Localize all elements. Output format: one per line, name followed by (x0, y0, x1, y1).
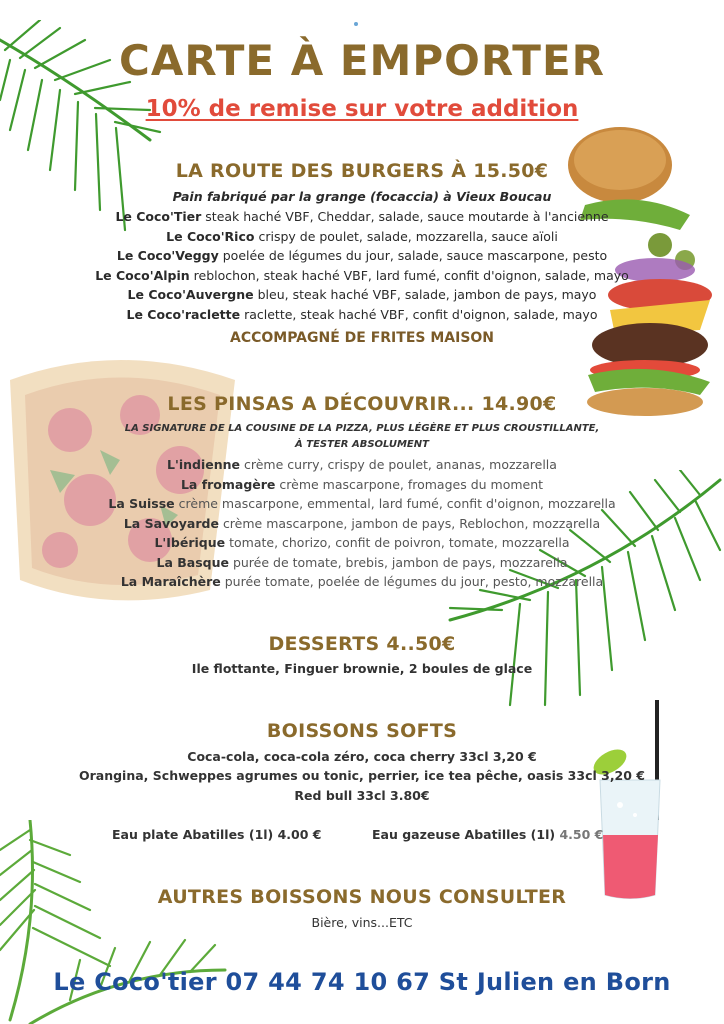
list-item: Le Coco'raclette raclette, steak haché VBF, confit d'oignon, salade, mayo (126, 306, 598, 322)
desserts-line: Ile flottante, Finguer brownie, 2 boules de glace (191, 661, 533, 676)
list-item: La Basque purée de tomate, brebis, jambon de pays, mozzarella (156, 554, 568, 570)
list-item: La Savoyarde crème mascarpone, jambon de pays, Reblochon, mozzarella (123, 515, 601, 531)
others-line: Bière, vins...ETC (311, 915, 413, 930)
page-title: CARTE À EMPORTER (119, 36, 605, 85)
list-item: Le Coco'Rico crispy de poulet, salade, mozzarella, sauce aïoli (166, 228, 558, 244)
list-item: L'indienne crème curry, crispy de poulet, ananas, mozzarella (167, 457, 557, 472)
list-item: La Suisse crème mascarpone, emmental, lard fumé, confit d'oignon, mozzarella (108, 496, 616, 511)
burgers-side: ACCOMPAGNÉ DE FRITES MAISON (229, 330, 495, 346)
burgers-heading: LA ROUTE DES BURGERS À 15.50€ (175, 160, 549, 182)
list-item: Le Coco'Veggy poelée de légumes du jour, salade, sauce mascarpone, pesto (116, 248, 608, 263)
decorative-dot (354, 22, 358, 26)
list-item: Le Coco'Alpin reblochon, steak haché VBF, lard fumé, confit d'oignon, salade, mayo (95, 267, 629, 283)
pinsa-list (0, 455, 724, 592)
list-item: La fromagère crème mascarpone, fromages du moment (180, 476, 544, 492)
contact-footer: Le Coco'tier 07 44 74 10 67 St Julien en Born (53, 968, 671, 996)
list-item: L'Ibérique tomate, chorizo, confit de poivron, tomate, mozzarella (154, 535, 570, 550)
still-water: Eau plate Abatilles (1l) 4.00 € (112, 827, 322, 842)
sparkling-water: Eau gazeuse Abatilles (1l) 4.50 € (372, 827, 604, 842)
burger-list (0, 207, 724, 324)
list-item: La Maraîchère purée tomate, poelée de légumes du jour, pesto, mozzarella (120, 574, 604, 589)
discount-banner: 10% de remise sur votre addition (145, 96, 579, 122)
list-item: Le Coco'Tier steak haché VBF, Cheddar, salade, sauce moutarde à l'ancienne (115, 209, 609, 224)
list-item: Le Coco'Auvergne bleu, steak haché VBF, salade, jambon de pays, mayo (127, 287, 597, 302)
others-heading: AUTRES BOISSONS NOUS CONSULTER (157, 886, 567, 908)
pinsas-note-1: LA SIGNATURE DE LA COUSINE DE LA PIZZA, PLUS LÉGÈRE ET PLUS CROUSTILLANTE, (124, 423, 600, 434)
pinsas-note-2: À TESTER ABSOLUMENT (295, 439, 429, 450)
desserts-heading: DESSERTS 4..50€ (268, 633, 456, 655)
bread-note: Pain fabriqué par la grange (focaccia) à Vieux Boucau (172, 189, 552, 204)
pinsas-heading: LES PINSAS A DÉCOUVRIR... 14.90€ (167, 393, 557, 415)
drinks-line-1: Coca-cola, coca-cola zéro, coca cherry 33cl 3,20 € (187, 749, 537, 764)
drinks-heading: BOISSONS SOFTS (266, 720, 458, 742)
drinks-line-2: Orangina, Schweppes agrumes ou tonic, perrier, ice tea pêche, oasis 33cl 3,20 € (78, 768, 646, 783)
drinks-line-3: Red bull 33cl 3.80€ (294, 788, 430, 803)
